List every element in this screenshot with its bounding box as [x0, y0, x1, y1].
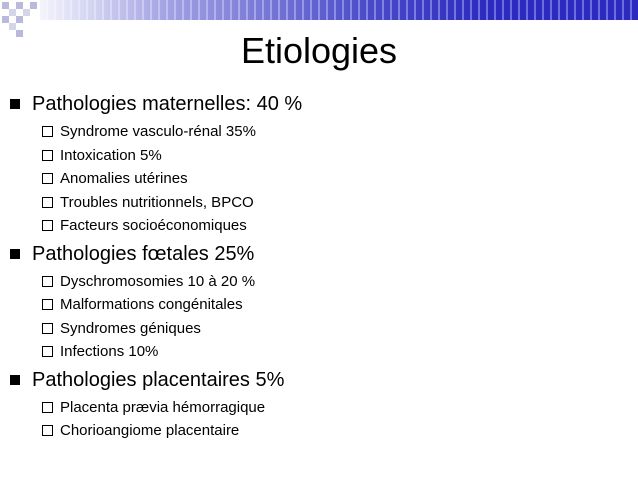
corner-square: [2, 2, 9, 9]
corner-square: [30, 2, 37, 9]
list-item: [8, 340, 628, 364]
list-item-label: Troubles nutritionnels, BPCO: [60, 193, 254, 211]
list-item: [8, 167, 628, 191]
list-item-label: Malformations congénitales: [60, 296, 243, 313]
section-maternal: [8, 88, 628, 120]
list-item: [8, 317, 628, 341]
list-item: [8, 214, 628, 238]
corner-square: [2, 16, 9, 23]
section-label: Pathologies placentaires 5%: [32, 368, 285, 391]
list-item-label: Dyschromosomies 10 à 20 %: [60, 272, 256, 290]
header-band: [40, 0, 638, 20]
section-placental: [8, 364, 628, 396]
list-item: [8, 144, 628, 168]
hollow-square-bullet-icon: [42, 197, 53, 208]
list-item-label: Anomalies utérines: [60, 170, 188, 187]
corner-square: [9, 9, 16, 16]
list-item: [8, 270, 628, 294]
hollow-square-bullet-icon: [42, 323, 53, 334]
list-item: [8, 120, 628, 144]
section-label: Pathologies fœtales 25%: [32, 242, 255, 265]
list-item-label: Syndromes géniques: [60, 319, 201, 337]
corner-square: [23, 9, 30, 16]
corner-square: [16, 2, 23, 9]
section-label: Pathologies maternelles: 40 %: [32, 93, 303, 115]
hollow-square-bullet-icon: [42, 402, 53, 413]
square-bullet-icon: [10, 99, 20, 109]
list-item: [8, 293, 628, 317]
hollow-square-bullet-icon: [42, 150, 53, 161]
corner-square: [9, 23, 16, 30]
list-item-label: Syndrome vasculo-rénal 35%: [60, 123, 256, 140]
hollow-square-bullet-icon: [42, 425, 53, 436]
slide-title: Etiologies: [240, 30, 398, 71]
hollow-square-bullet-icon: [42, 299, 53, 310]
list-item-label: Infections 10%: [60, 343, 159, 360]
hollow-square-bullet-icon: [42, 346, 53, 357]
list-item-label: Facteurs socioéconomiques: [60, 217, 247, 234]
square-bullet-icon: [10, 249, 20, 259]
corner-square: [16, 16, 23, 23]
section-fetal: [8, 238, 628, 270]
list-item-label: Placenta prævia hémorragique: [60, 398, 266, 416]
list-item: [8, 396, 628, 420]
list-item: [8, 419, 628, 443]
list-item-label: Intoxication 5%: [60, 146, 162, 164]
list-item: [8, 191, 628, 215]
list-item-label: Chorioangiome placentaire: [60, 422, 240, 439]
hollow-square-bullet-icon: [42, 276, 53, 287]
hollow-square-bullet-icon: [42, 220, 53, 231]
hollow-square-bullet-icon: [42, 173, 53, 184]
hollow-square-bullet-icon: [42, 126, 53, 137]
bullet-list: [8, 88, 628, 443]
square-bullet-icon: [10, 375, 20, 385]
